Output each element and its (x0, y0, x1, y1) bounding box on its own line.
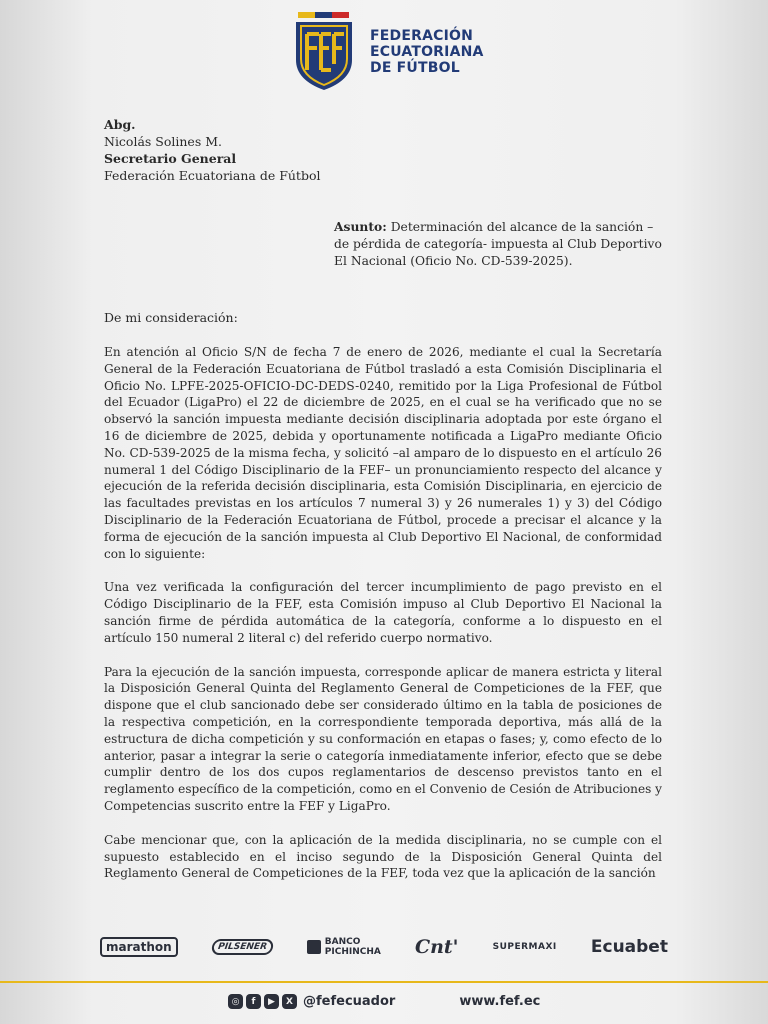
addressee-organization: Federación Ecuatoriana de Fútbol (104, 168, 321, 183)
banco-line-1: BANCO (324, 937, 361, 947)
subject-label: Asunto: (334, 219, 387, 234)
footer (228, 994, 540, 1009)
paragraph: Cabe mencionar que, con la aplicación de la medida disciplinaria, no se cumple con el supuesto establecido en el inciso segundo de la Disposición General Quinta del Reglamento General de Competiciones de la FEF, toda vez que la aplicación de la sanción (104, 832, 662, 881)
salutation: De mi consideración: (104, 310, 238, 325)
website-link[interactable]: www.fef.ec (459, 994, 541, 1009)
paragraph: Una vez verificada la configuración del tercer incumplimiento de pago previsto en el Código Disciplinario de la FEF, esta Comisión impuso al Club Deportivo El Nacional la sanción firme de pérdida automática de la categoría, conforme a lo dispuesto en el artículo 150 numeral 2 literal c) del referido cuerpo normativo. (104, 580, 662, 645)
youtube-icon[interactable]: ▶ (264, 994, 279, 1009)
fef-crest-icon (292, 12, 356, 92)
brand-line-2: ECUATORIANA (370, 44, 484, 60)
paragraph: Para la ejecución de la sanción impuesta, corresponde aplicar de manera estricta y literal la Disposición General Quinta del Reglamento General de Competiciones de la FEF, que dispone que el club sancionado debe ser considerado último en la tabla de posiciones de la respectiva competición, en la correspondiente temporada deportiva, más allá de la estructura de dicha competición y su conformación en etapas o fases; y, como efecto de lo anterior, pasar a integrar la serie o categoría inmediatamente inferior, efecto que se debe cumplir dentro de los dos cupos reglamentarios de descenso previstos tanto en el reglamento específico de la competición, como en el Convenio de Cesión de Atribuciones y Competencias suscrito entre la FEF y LigaPro. (104, 664, 662, 813)
facebook-icon[interactable]: f (246, 994, 261, 1009)
sponsor-supermaxi-logo: SUPERMAXI (492, 942, 557, 952)
subject-text: Determinación del alcance de la sanción – de pérdida de categoría- impuesta al Club Deportivo El Nacional (Oficio No. CD-539-2025). (334, 220, 662, 268)
x-icon[interactable]: X (282, 994, 297, 1009)
brand-line-1: FEDERACIÓN (370, 28, 474, 44)
brand-name (370, 28, 484, 76)
letter-body (104, 344, 662, 899)
instagram-icon[interactable]: ◎ (228, 994, 243, 1009)
sponsor-banco-pichincha-logo (307, 937, 381, 957)
addressee-position: Secretario General (104, 151, 237, 166)
footer-divider (0, 981, 768, 983)
addressee-title: Abg. (104, 117, 136, 132)
fef-logo (292, 12, 484, 92)
addressee-block (104, 116, 321, 184)
subject-block (334, 218, 664, 270)
banco-square-icon (307, 940, 321, 954)
sponsor-cnt-logo: Cnt' (414, 936, 459, 958)
sponsor-pilsener-logo: PILSENER (211, 939, 274, 955)
sponsor-ecuabet-logo: Ecuabet (590, 937, 668, 957)
sponsor-marathon-logo: marathon (100, 937, 178, 957)
paragraph: En atención al Oficio S/N de fecha 7 de enero de 2026, mediante el cual la Secretaría General de la Federación Ecuatoriana de Fútbol trasladó a esta Comisión Disciplinaria el Oficio No. LPFE-2025-OFICIO-DC-DEDS-0240, remitido por la Liga Profesional de Fútbol del Ecuador (LigaPro) el 22 de diciembre de 2025, en el cual se ha verificado que no se observó la sanción impuesta mediante decisión disciplinaria adoptada por este órgano el 16 de diciembre de 2025, debida y oportunamente notificada a LigaPro mediante Oficio No. CD-539-2025 de la misma fecha, y solicitó –al amparo de lo dispuesto en el artículo 26 numeral 1 del Código Disciplinario de la FEF– un pronunciamiento respecto del alcance y ejecución de la referida decisión disciplinaria, esta Comisión Disciplinaria, en ejercicio de las facultades previstas en los artículos 7 numeral 3) y 26 numerales 1) y 3) del Código Disciplinario de la Federación Ecuatoriana de Fútbol, procede a precisar el alcance y la forma de ejecución de la sanción impuesta al Club Deportivo El Nacional, de conformidad con lo siguiente: (104, 345, 662, 561)
addressee-name: Nicolás Solines M. (104, 134, 222, 149)
banco-line-2: PICHINCHA (324, 947, 381, 957)
sponsor-bar (100, 930, 668, 964)
brand-line-3: DE FÚTBOL (370, 60, 460, 76)
social-handle[interactable]: @fefecuador (303, 994, 396, 1009)
